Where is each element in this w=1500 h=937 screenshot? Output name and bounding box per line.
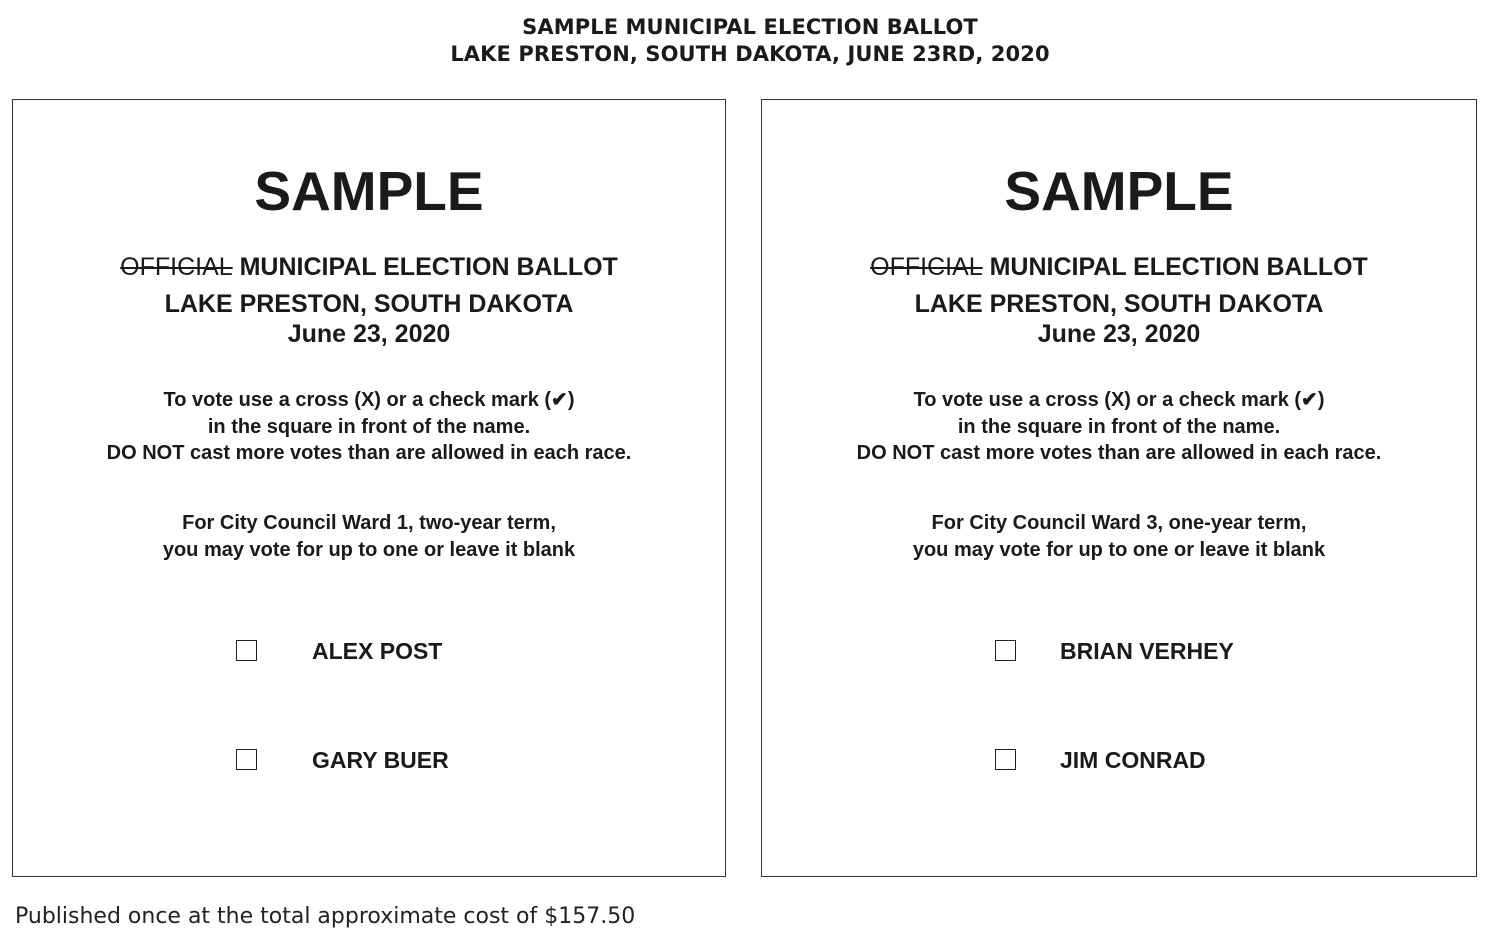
- candidate-name: JIM CONRAD: [1060, 747, 1206, 773]
- ballot-heading-text: MUNICIPAL ELECTION BALLOT: [989, 253, 1368, 281]
- race-line: For City Council Ward 3, one-year term,: [931, 512, 1307, 534]
- sample-heading: SAMPLE: [254, 160, 484, 222]
- voting-instructions: [762, 387, 1476, 467]
- struck-official-word: OFFICIAL: [870, 253, 983, 281]
- instruction-line: in the square in front of the name.: [957, 415, 1281, 438]
- ballot-date: June 23, 2020: [287, 320, 451, 348]
- page-title: [0, 14, 1500, 68]
- voting-instructions: [13, 387, 725, 467]
- ballot-ward-1: [12, 99, 726, 877]
- ballot-heading: [762, 252, 1476, 282]
- instruction-line: To vote use a cross (X) or a check mark (✔): [913, 389, 1325, 411]
- candidate-checkbox[interactable]: [236, 640, 257, 661]
- ballot-location: LAKE PRESTON, SOUTH DAKOTA: [164, 290, 574, 318]
- ballot-heading-text: MUNICIPAL ELECTION BALLOT: [239, 253, 618, 281]
- ballot-heading: [13, 252, 725, 282]
- candidate-name: ALEX POST: [312, 638, 443, 664]
- page-title-line-1: SAMPLE MUNICIPAL ELECTION BALLOT: [522, 15, 978, 39]
- instruction-line: To vote use a cross (X) or a check mark (✔): [163, 389, 575, 411]
- ballot-ward-3: [761, 99, 1477, 877]
- sample-heading: SAMPLE: [1004, 160, 1234, 222]
- candidate-checkbox[interactable]: [995, 640, 1016, 661]
- candidate-checkbox[interactable]: [236, 749, 257, 770]
- instruction-line: DO NOT cast more votes than are allowed in each race.: [106, 442, 632, 464]
- ballot-location: LAKE PRESTON, SOUTH DAKOTA: [914, 290, 1324, 318]
- race-description: [13, 510, 725, 563]
- candidate-name: GARY BUER: [312, 747, 449, 773]
- struck-official-word: OFFICIAL: [120, 253, 233, 281]
- instruction-line: DO NOT cast more votes than are allowed in each race.: [856, 442, 1382, 464]
- race-line: For City Council Ward 1, two-year term,: [182, 512, 556, 534]
- race-line: you may vote for up to one or leave it blank: [162, 538, 576, 561]
- race-description: [762, 510, 1476, 563]
- instruction-line: in the square in front of the name.: [207, 415, 531, 438]
- candidate-checkbox[interactable]: [995, 749, 1016, 770]
- page-title-line-2: LAKE PRESTON, SOUTH DAKOTA, JUNE 23RD, 2020: [450, 42, 1050, 66]
- candidate-name: BRIAN VERHEY: [1060, 638, 1234, 664]
- ballot-date: June 23, 2020: [1037, 320, 1201, 348]
- publication-cost-note: Published once at the total approximate cost of $157.50: [15, 904, 636, 929]
- race-line: you may vote for up to one or leave it blank: [912, 538, 1326, 561]
